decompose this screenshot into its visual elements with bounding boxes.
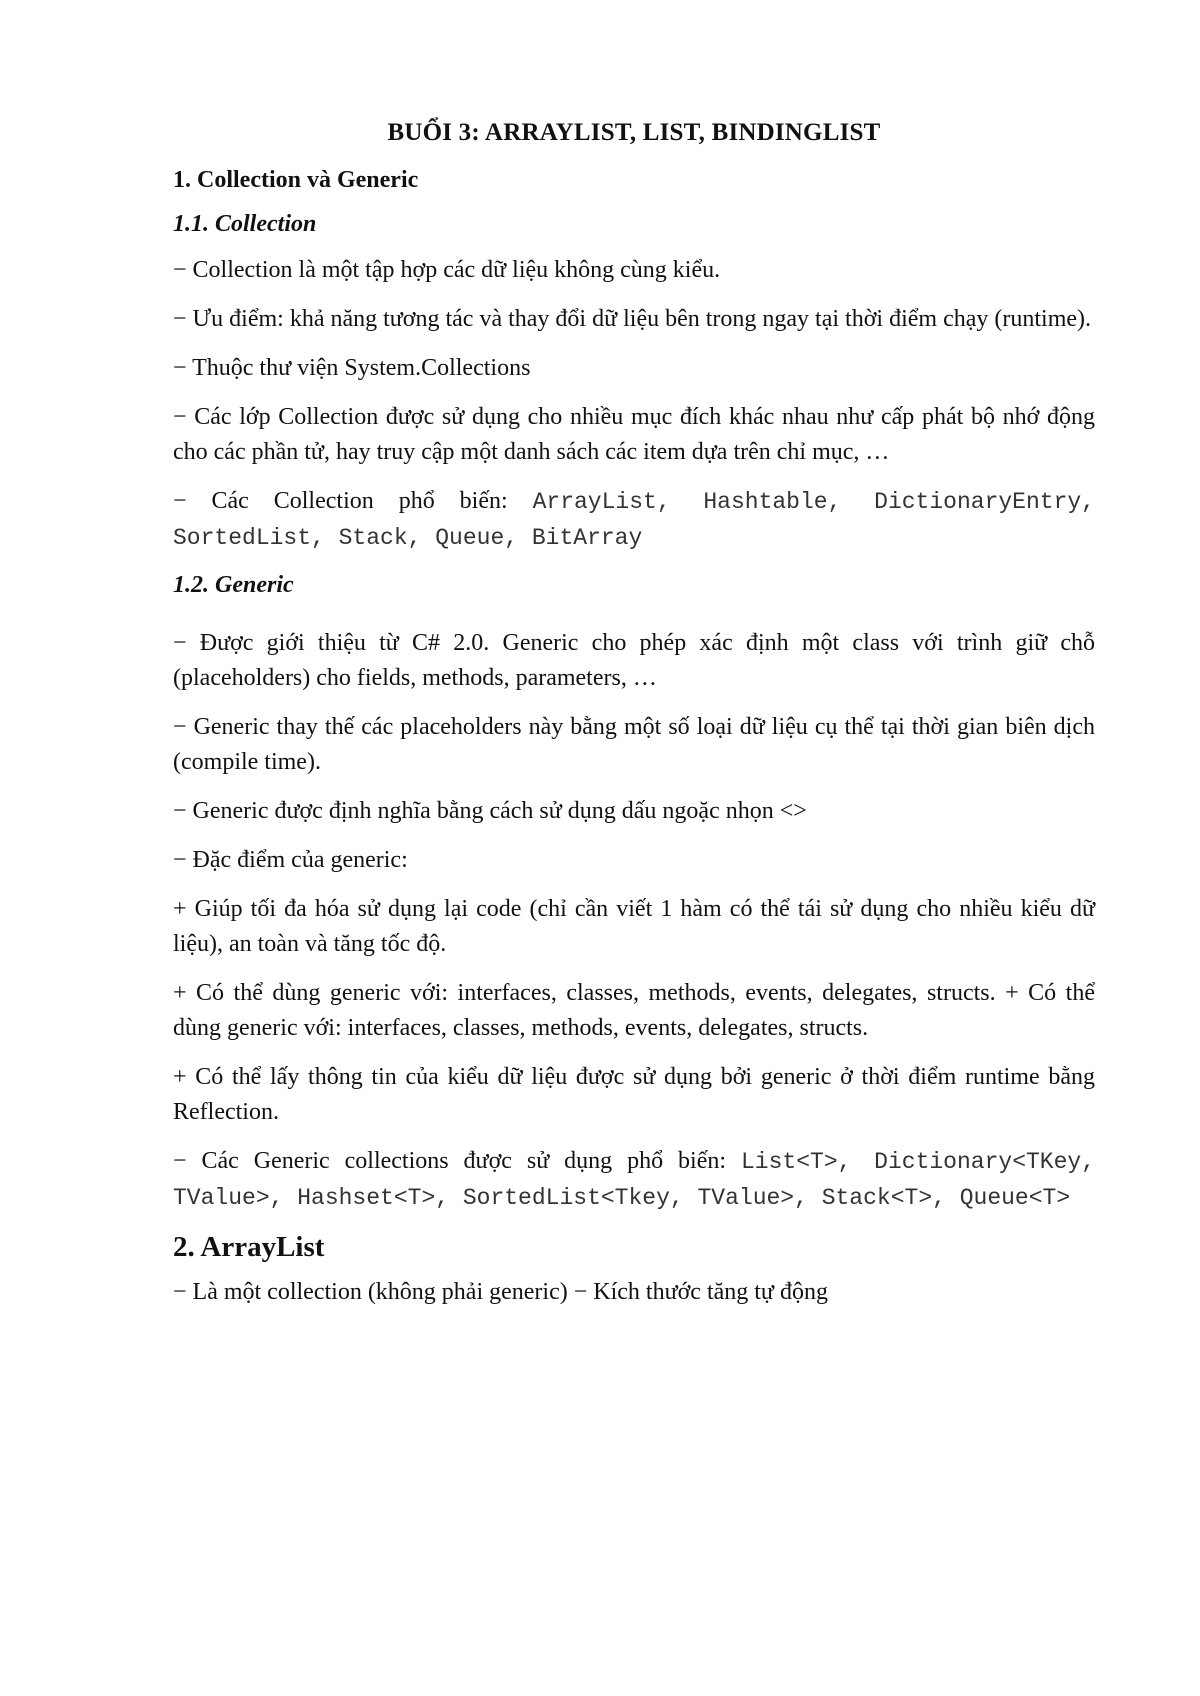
document-page [173, 118, 1095, 1324]
paragraph-generic-reflection: + Có thể lấy thông tin của kiểu dữ liệu được sử dụng bởi generic ở thời điểm runtime bằng Reflection. [173, 1064, 1095, 1125]
subsection-heading-generic: 1.2. Generic [173, 572, 294, 598]
common-collections-label: − Các Collection phổ biến: [173, 488, 533, 514]
paragraph-collection-common [173, 484, 1095, 556]
page-title: BUỔI 3: ARRAYLIST, LIST, BINDINGLIST [387, 119, 881, 146]
paragraph-generic-collections [173, 1144, 1095, 1216]
paragraph-generic-usable-with: + Có thể dùng generic với: interfaces, classes, methods, events, delegates, structs. + Có thể dùng generic với: interfaces, classes, methods, events, delegates, structs. [173, 980, 1095, 1041]
generic-collections-code: List<T>, Dictionary<TKey, TValue>, Hashset<T>, SortedList<Tkey, TValue>, Stack<T>, Queue<T> [173, 1149, 1096, 1211]
paragraph-collection-usage: − Các lớp Collection được sử dụng cho nhiều mục đích khác nhau như cấp phát bộ nhớ động cho các phần tử, hay truy cập một danh sách các item dựa trên chỉ mục, … [173, 404, 1095, 465]
paragraph-collection-namespace: − Thuộc thư viện System.Collections [173, 355, 531, 381]
paragraph-collection-advantage: − Ưu điểm: khả năng tương tác và thay đổi dữ liệu bên trong ngay tại thời điểm chạy (runtime). [173, 306, 1091, 332]
paragraph-collection-definition: − Collection là một tập hợp các dữ liệu không cùng kiểu. [173, 257, 721, 283]
paragraph-generic-intro: − Được giới thiệu từ C# 2.0. Generic cho phép xác định một class với trình giữ chỗ (placeholders) cho fields, methods, parameters, … [173, 630, 1095, 691]
subsection-heading-collection: 1.1. Collection [173, 211, 317, 237]
section-heading-arraylist: 2. ArrayList [173, 1231, 325, 1263]
generic-collections-label: − Các Generic collections được sử dụng phổ biến: [173, 1148, 741, 1174]
paragraph-generic-reuse: + Giúp tối đa hóa sử dụng lại code (chỉ cần viết 1 hàm có thể tái sử dụng cho nhiều kiểu dữ liệu), an toàn và tăng tốc độ. [173, 896, 1095, 957]
paragraph-generic-brackets: − Generic được định nghĩa bằng cách sử dụng dấu ngoặc nhọn <> [173, 798, 807, 824]
section-heading-collection-generic: 1. Collection và Generic [173, 167, 419, 193]
common-collections-code: ArrayList, Hashtable, DictionaryEntry, SortedList, Stack, Queue, BitArray [173, 489, 1095, 551]
paragraph-generic-compile-time: − Generic thay thế các placeholders này bằng một số loại dữ liệu cụ thể tại thời gian biên dịch (compile time). [173, 714, 1095, 775]
paragraph-generic-features: − Đặc điểm của generic: [173, 847, 408, 873]
paragraph-arraylist-intro: − Là một collection (không phải generic) − Kích thước tăng tự động [173, 1279, 828, 1305]
